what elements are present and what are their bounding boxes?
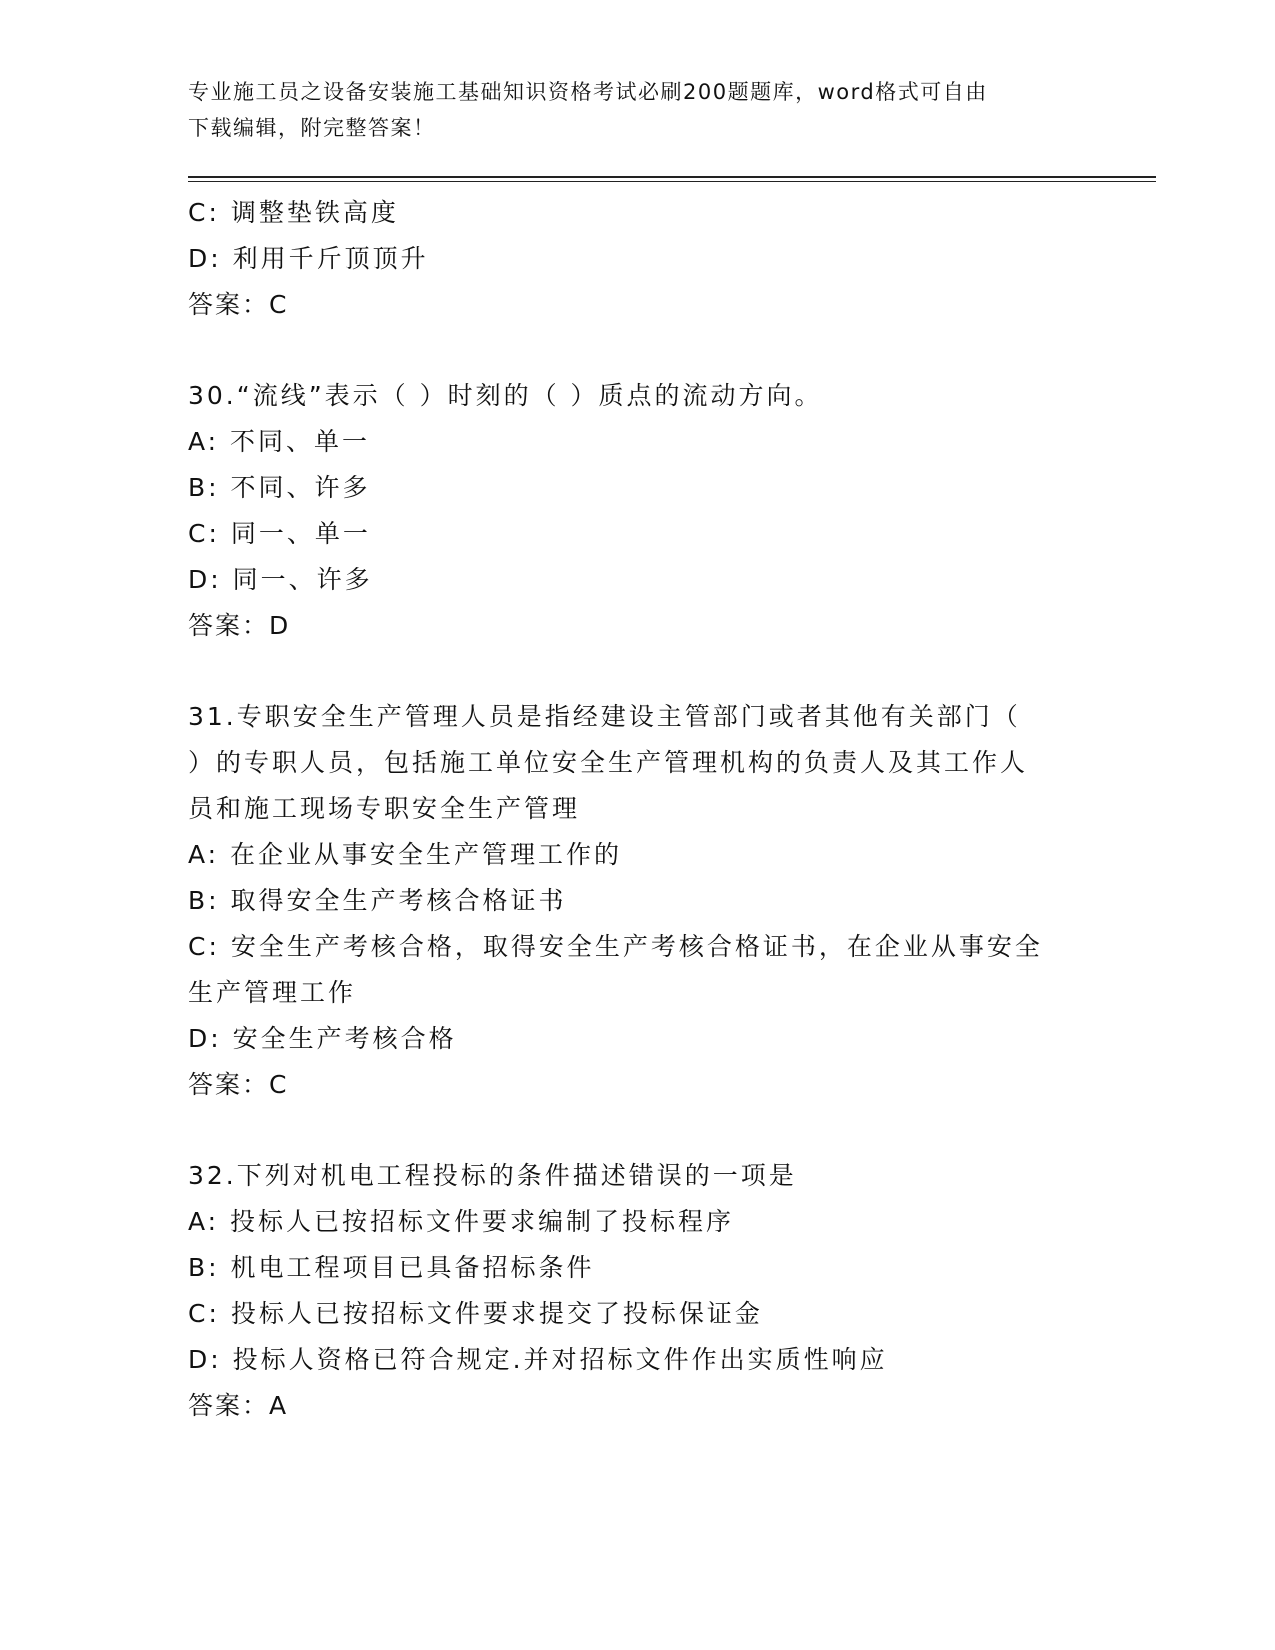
question-31 [188, 694, 1088, 1108]
option-b: B: 机电工程项目已具备招标条件 [188, 1253, 595, 1282]
question-stem: 30.“流线”表示（ ）时刻的（ ）质点的流动方向。 [188, 381, 823, 410]
option-a: A: 投标人已按招标文件要求编制了投标程序 [188, 1207, 735, 1236]
option-d: D: 安全生产考核合格 [188, 1024, 457, 1053]
header-divider [188, 176, 1156, 178]
option-a: A: 在企业从事安全生产管理工作的 [188, 840, 623, 869]
option-c: C: 安全生产考核合格，取得安全生产考核合格证书，在企业从事安全 [188, 932, 1043, 961]
option-d: D: 同一、许多 [188, 565, 373, 594]
option-c: C: 投标人已按招标文件要求提交了投标保证金 [188, 1299, 763, 1328]
option-b: B: 取得安全生产考核合格证书 [188, 886, 567, 915]
option-a: A: 不同、单一 [188, 427, 371, 456]
answer-value: D [269, 611, 292, 640]
option-c: C: 同一、单一 [188, 519, 371, 548]
header-line-1: 专业施工员之设备安装施工基础知识资格考试必刷200题题库，word格式可自由 [188, 80, 988, 104]
answer-value: C [269, 1070, 290, 1099]
answer-line: 答案：C [188, 290, 290, 319]
answer-value: A [269, 1391, 290, 1420]
header-line-2: 下载编辑，附完整答案！ [188, 116, 436, 140]
question-30 [188, 373, 1088, 649]
document-header [188, 74, 1088, 146]
option-b: B: 不同、许多 [188, 473, 371, 502]
answer-line: 答案：A [188, 1391, 290, 1420]
answer-line: 答案：D [188, 611, 292, 640]
question-stem-line-2: ）的专职人员，包括施工单位安全生产管理机构的负责人及其工作人 [188, 748, 1029, 777]
question-stem-line-1: 31.专职安全生产管理人员是指经建设主管部门或者其他有关部门（ [188, 702, 1021, 731]
option-d: D: 投标人资格已符合规定.并对招标文件作出实质性响应 [188, 1345, 888, 1374]
question-list [188, 190, 1088, 1429]
question-stem-line-3: 员和施工现场专职安全生产管理 [188, 794, 581, 823]
answer-line: 答案：C [188, 1070, 290, 1099]
option-c-continued: 生产管理工作 [188, 978, 357, 1007]
answer-value: C [269, 290, 290, 319]
question-stem: 32.下列对机电工程投标的条件描述错误的一项是 [188, 1161, 797, 1190]
option-d: D: 利用千斤顶顶升 [188, 244, 429, 273]
question-29-continued [188, 190, 1088, 328]
option-c: C: 调整垫铁高度 [188, 198, 399, 227]
question-32 [188, 1153, 1088, 1429]
